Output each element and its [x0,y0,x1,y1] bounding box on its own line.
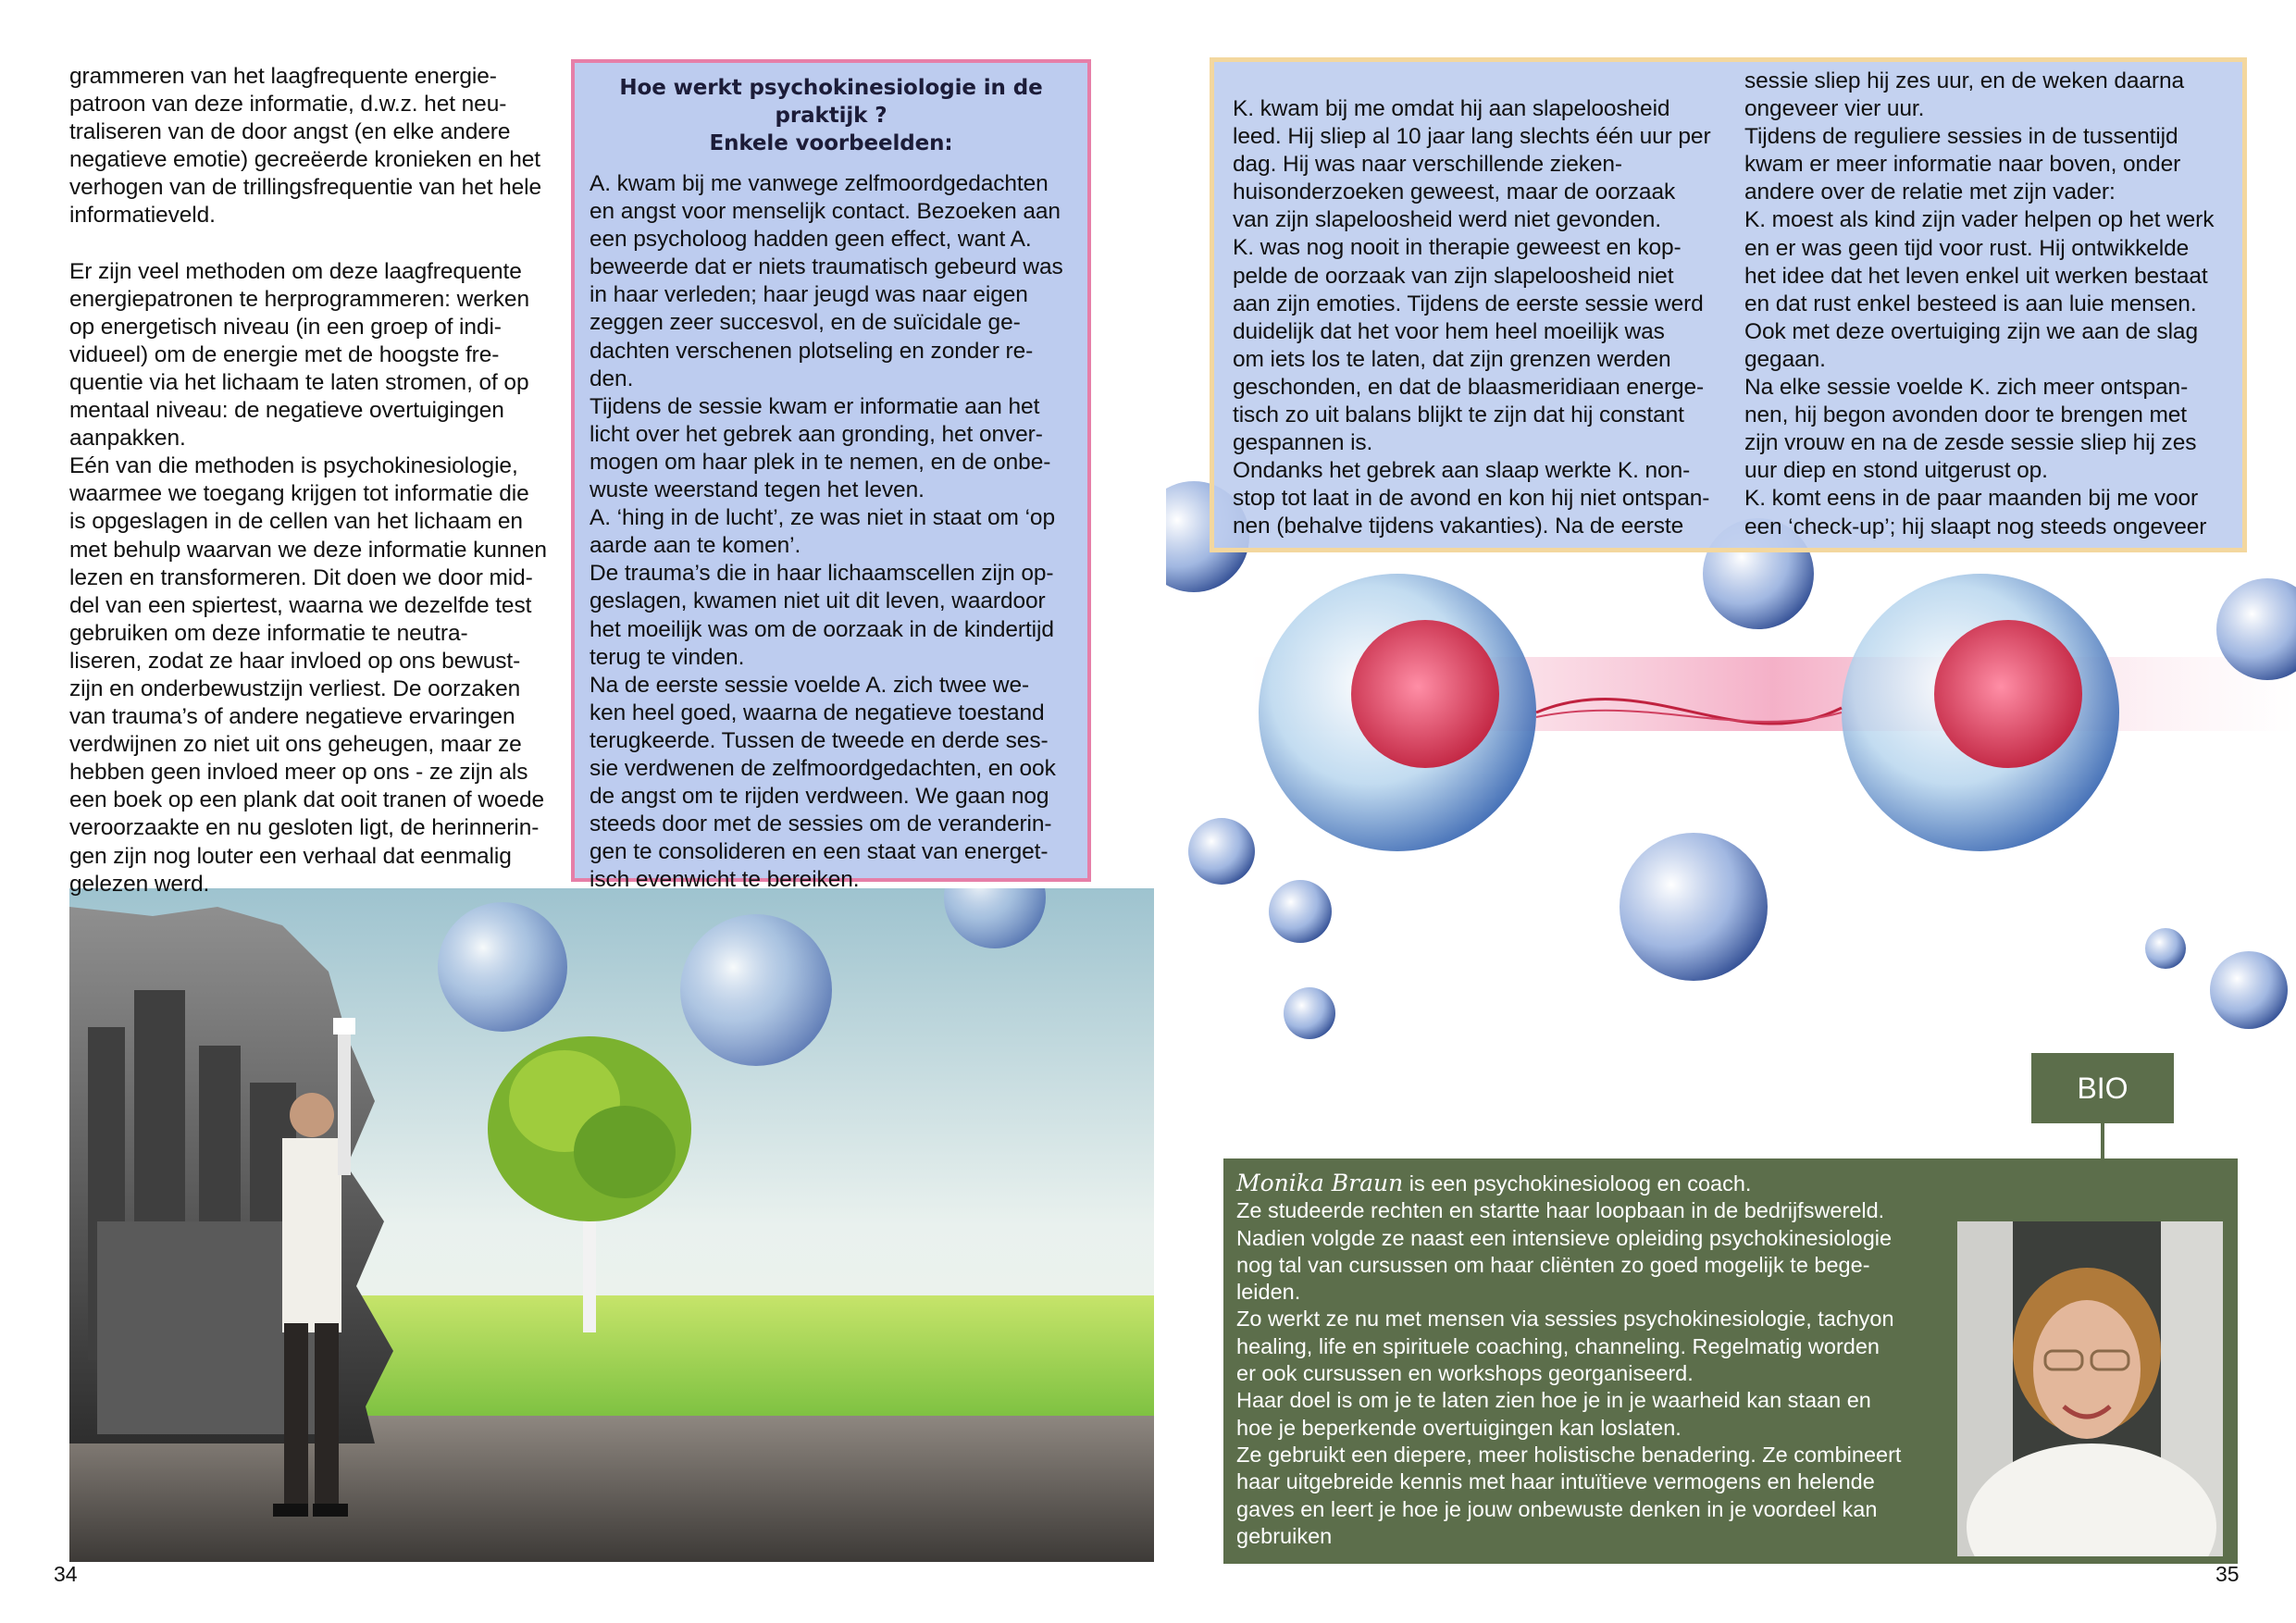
left-column [69,63,569,898]
bio-connector [2101,1123,2104,1160]
bio-body: Ze studeerde rechten en startte haar loopbaan in de bedrijfswereld. Nadien volgde ze naast een intensieve opleiding psychokinesiologie nog tal van cursussen om haar cliënten zo goed mogelijk te bege- leiden. Zo werkt ze nu met mensen via sessies psychokinesiologie, tachyon healing, life en spirituele coaching, channeling. Regelmatig worden er ook cursussen en workshops georganiseerd. Haar doel is om je te laten zien hoe je in je waarheid kan staan en hoe je beperkende overtuigingen kan loslaten. Ze gebruikt een diepere, meer holistische benadering. Ze combineert haar uitgebreide kennis met haar intuïtieve vermogens en helende gaves en leert je hoe je jouw onbewuste denken in je voordeel kan gebruiken [1236,1198,1902,1548]
page-number-right: 35 [2215,1562,2240,1586]
example-box-a [571,59,1091,893]
example-box-a-body: A. kwam bij me vanwege zelfmoordgedachten en angst voor menselijk contact. Bezoeken aan een psycholoog hadden geen effect, want A. beweerde dat er niets traumatisch gebeurd was in haar verleden; haar jeugd was naar eigen zeggen zeer succesvol, en de suïcidale ge- dachten verschenen plotseling en zonder re- den. Tijdens de sessie kwam er informatie aan het licht over het gebrek aan gronding, het onver- mogen om haar plek in te nemen, en de onbe- wuste weerstand tegen het leven. A. ‘hing in de lucht’, ze was niet in staat om ‘op aarde aan te komen’. De trauma’s die in haar lichaamscellen zijn op- geslagen, kwamen niet uit dit leven, waardoor het moeilijk was om de oorzaak in de kindertijd terug te vinden. Na de eerste sessie voelde A. zich twee we- ken heel goed, waarna de negatieve toestand terugkeerde. Tussen de tweede en derde ses- sie verdwenen de zelfmoordgedachten, en ook de angst om te rijden verdween. We gaan nog steeds door met de sessies om de veranderin- gen te consolideren en een staat van energet- isch evenwicht te bereiken. [590,171,1063,893]
example-box-k-column-2: sessie sliep hij zes uur, en de weken daarna ongeveer vier uur. Tijdens de reguliere sessies in de tussentijd kwam er meer informatie naar boven, onder andere over de relatie met zijn vader: K. moest als kind zijn vader helpen op het werk en er was geen tijd voor rust. Hij ontwikkelde het idee dat het leven enkel uit werken bestaat en dat rust enkel besteed is aan luie mensen. Ook met deze overtuiging zijn we aan de slag gegaan. Na elke sessie voelde K. zich meer ontspan- nen, hij begon avonden door te brengen met zijn vrouw en na de zesde sessie sliep hij zes uur diep en stond uitgerust op. K. komt eens in de paar maanden bij me voor een ‘check-up’; hij slaapt nog steeds ongeveer [1744,68,2215,539]
author-photo [1957,1221,2223,1556]
left-paragraph-1: grammeren van het laagfrequente energie- patroon van deze informatie, d.w.z. het neu- traliseren van de door angst (en elke andere negatieve emotie) gecreëerde kronieken en het verhogen van de trillingsfrequentie van het hele informatieveld. [69,64,542,229]
example-box-title: Hoe werkt psychokinesiologie in de praktijk ? Enkele voorbeelden: [619,76,1043,155]
bio-text [1236,1170,1977,1550]
cells-illustration-svg [1166,463,2296,1129]
bio-tab: BIO [2031,1053,2174,1123]
page-number-left: 34 [54,1562,78,1586]
example-box-k [1210,57,2247,552]
bio-intro: is een psychokinesioloog en coach. [1403,1171,1752,1196]
city-tree-illustration-svg [69,888,1154,1562]
bio-box [1223,1158,2238,1564]
bio-author-name: Monika Braun [1236,1170,1404,1196]
example-box-k-column-1: K. kwam bij me omdat hij aan slapeloosheid leed. Hij sliep al 10 jaar lang slechts één uur per dag. Hij was naar verschillende zieken- huisonderzoeken geweest, maar de oorzaak van zijn slapeloosheid werd niet gevonden. K. was nog nooit in therapie geweest en kop- pelde de oorzaak van zijn slapeloosheid niet aan zijn emoties. Tijdens de eerste sessie werd duidelijk dat het voor hem heel moeilijk was om iets los te laten, dat zijn grenzen werden geschonden, en dat de blaasmeridiaan energe- tisch zo uit balans blijkt te zijn dat hij constant gespannen is. Ondanks het gebrek aan slaap werkte K. non- stop tot laat in de avond en kon hij niet ontspan- nen (behalve tijdens vakanties). Na de eerste [1233,96,1711,539]
author-photo-svg [1957,1221,2223,1556]
city-tree-illustration [69,888,1154,1562]
left-paragraph-2: Er zijn veel methoden om deze laagfrequente energiepatronen te herprogrammeren: werken op energetisch niveau (in een groep of indi- vidueel) om de energie met de hoogste fre- quentie via het lichaam te laten stromen, of op mentaal niveau: de negatieve overtuigingen aanpakken. Eén van die methoden is psychokinesiologie, waarmee we toegang krijgen tot informatie die is opgeslagen in de cellen van het lichaam en met behulp waarvan we deze informatie kunnen lezen en transformeren. Dit doen we door mid- del van een spiertest, waarna we dezelfde test gebruiken om deze informatie te neutra- liseren, zodat ze haar invloed op ons bewust- zijn en onderbewustzijn verliest. De oorzaken van trauma’s of andere negatieve ervaringen verdwijnen zo niet uit ons geheugen, maar ze hebben geen invloed meer op ons - ze zijn als een boek op een plank dat ooit tranen of woede veroorzaakte en nu gesloten ligt, de herinnerin- gen zijn nog louter een verhaal dat eenmalig gelezen werd. [69,258,547,897]
cells-illustration [1166,463,2296,1129]
